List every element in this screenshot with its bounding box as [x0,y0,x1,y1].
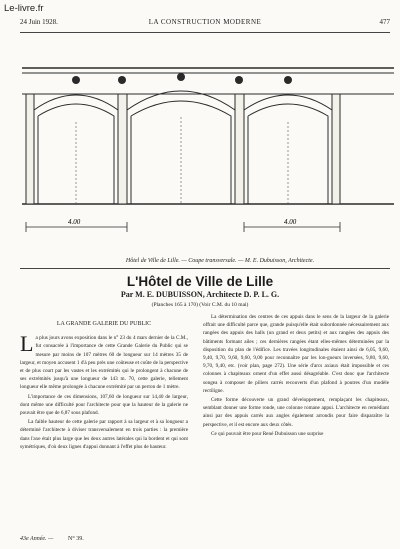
figure-caption: Hôtel de Ville de Lille. — Coupe transversale. — M. E. Dubuisson, Architecte. [125,258,315,264]
page-header [20,18,390,30]
header-rule [20,32,390,33]
section-heading: LA GRANDE GALERIE DU PUBLIC [56,321,152,327]
issue-date: 24 Juin 1928. [20,18,58,26]
paragraph: La faible hauteur de cette galerie par rapport à sa largeur et à sa longueur a déterminé l'architecte à diviser transversalement en trois parties : la première dans l'axe était plus large que les deux autres latérales qui la bordent et qui sont symétriques, d'où deux lignes d'appui donnant à l'effet plus de hauteur. [20,419,188,450]
caption-rule [20,268,390,269]
dimension-label-right: 4.00 [284,218,297,226]
paragraph: Cette forme découverte un grand développement, remplaçant les chapiteaux, semblant donner une forme ronde, une colonne romane appui. L'architecte en remédiant ainsi par des appuis carrés aux angles également arrondis pour faire disparaître la perspective, et il est encore aux deux côtés. [203,397,389,428]
paragraph: L'importance de ces dimensions, 107,60 de longueur sur 14,40 de largeur, dont même une difficulté pour l'architecte pour que la hauteur de la galerie ne pouvait être que de 6,87 sous plafond. [20,393,188,417]
article-subline: (Planches 165 à 170) (Voir C.M. du 10 mai) [151,302,249,308]
cross-section-drawing [22,62,394,252]
journal-title: LA CONSTRUCTION MODERNE [148,18,262,26]
footer-year: 43e Année. — [20,536,54,542]
dimension-label-left: 4.00 [68,218,81,226]
paragraph: Ce qui pouvait être pour René Dubuisson une surprise [211,430,324,437]
page-number: 477 [379,18,390,26]
drop-cap: L [20,331,34,357]
site-watermark: Le-livre.fr [4,3,44,14]
article-title: L'Hôtel de Ville de Lille [126,274,274,289]
paragraph: La plus jours avons exposition dans le n° 23 du 4 mars dernier de la C.M., fut consacrée à l'importance de cette Grande Galerie du Public qui se mesure par moins de 107 mètres 60 de longueur sur 14 mètres 35 de largeur, et moyen accusent 1 d'à peu près une coûteuse et coûte de la perspective et de plus court par les vastes et les extrémités qui le prolongent à chacune de ses extrémités jusqu'à une longueur de 143 m. 70, cette galerie, tellement longueur elle même prolongée à chacune extrémité par un perron de 1 mètre. [20,331,188,391]
paragraph: La détermination des centres de ces appuis dans le sens de la largeur de la galerie offrait une difficulté parce que, grande puisqu'elle était subordonnée nécessairement aux rangées des appuis des halls (un grand et deux petits) et aux rangées des appuis des bâtiments formant ailes ; ces dernières rangées étant elles-mêmes déterminées par la disposition du plan de l'édifice. Les travées longitudinales étaient ainsi de 6,05, 9,60, 9,40, 9,70, 9,60, 9,60, 9,00 pour reconnaître par les lon-gueurs inversées, 9,80, 9,60, 9,70, 9,40, etc. (voir plan, page 272). Une série d'arcs axiaux était impossible et ces colonnes à chapiteaux ornent d'un effet aussi désagréable. C'est donc que l'architecte songea à composer de piliers carrés recouverts d'un plafond à poutres d'un modèle rectiligne. [203,314,389,394]
right-column [203,313,389,439]
footer-issue-number: N° 39. [68,536,84,542]
left-column [20,320,188,452]
article-byline: Par M. E. DUBUISSON, Architecte D. P. L. G. [120,290,280,299]
